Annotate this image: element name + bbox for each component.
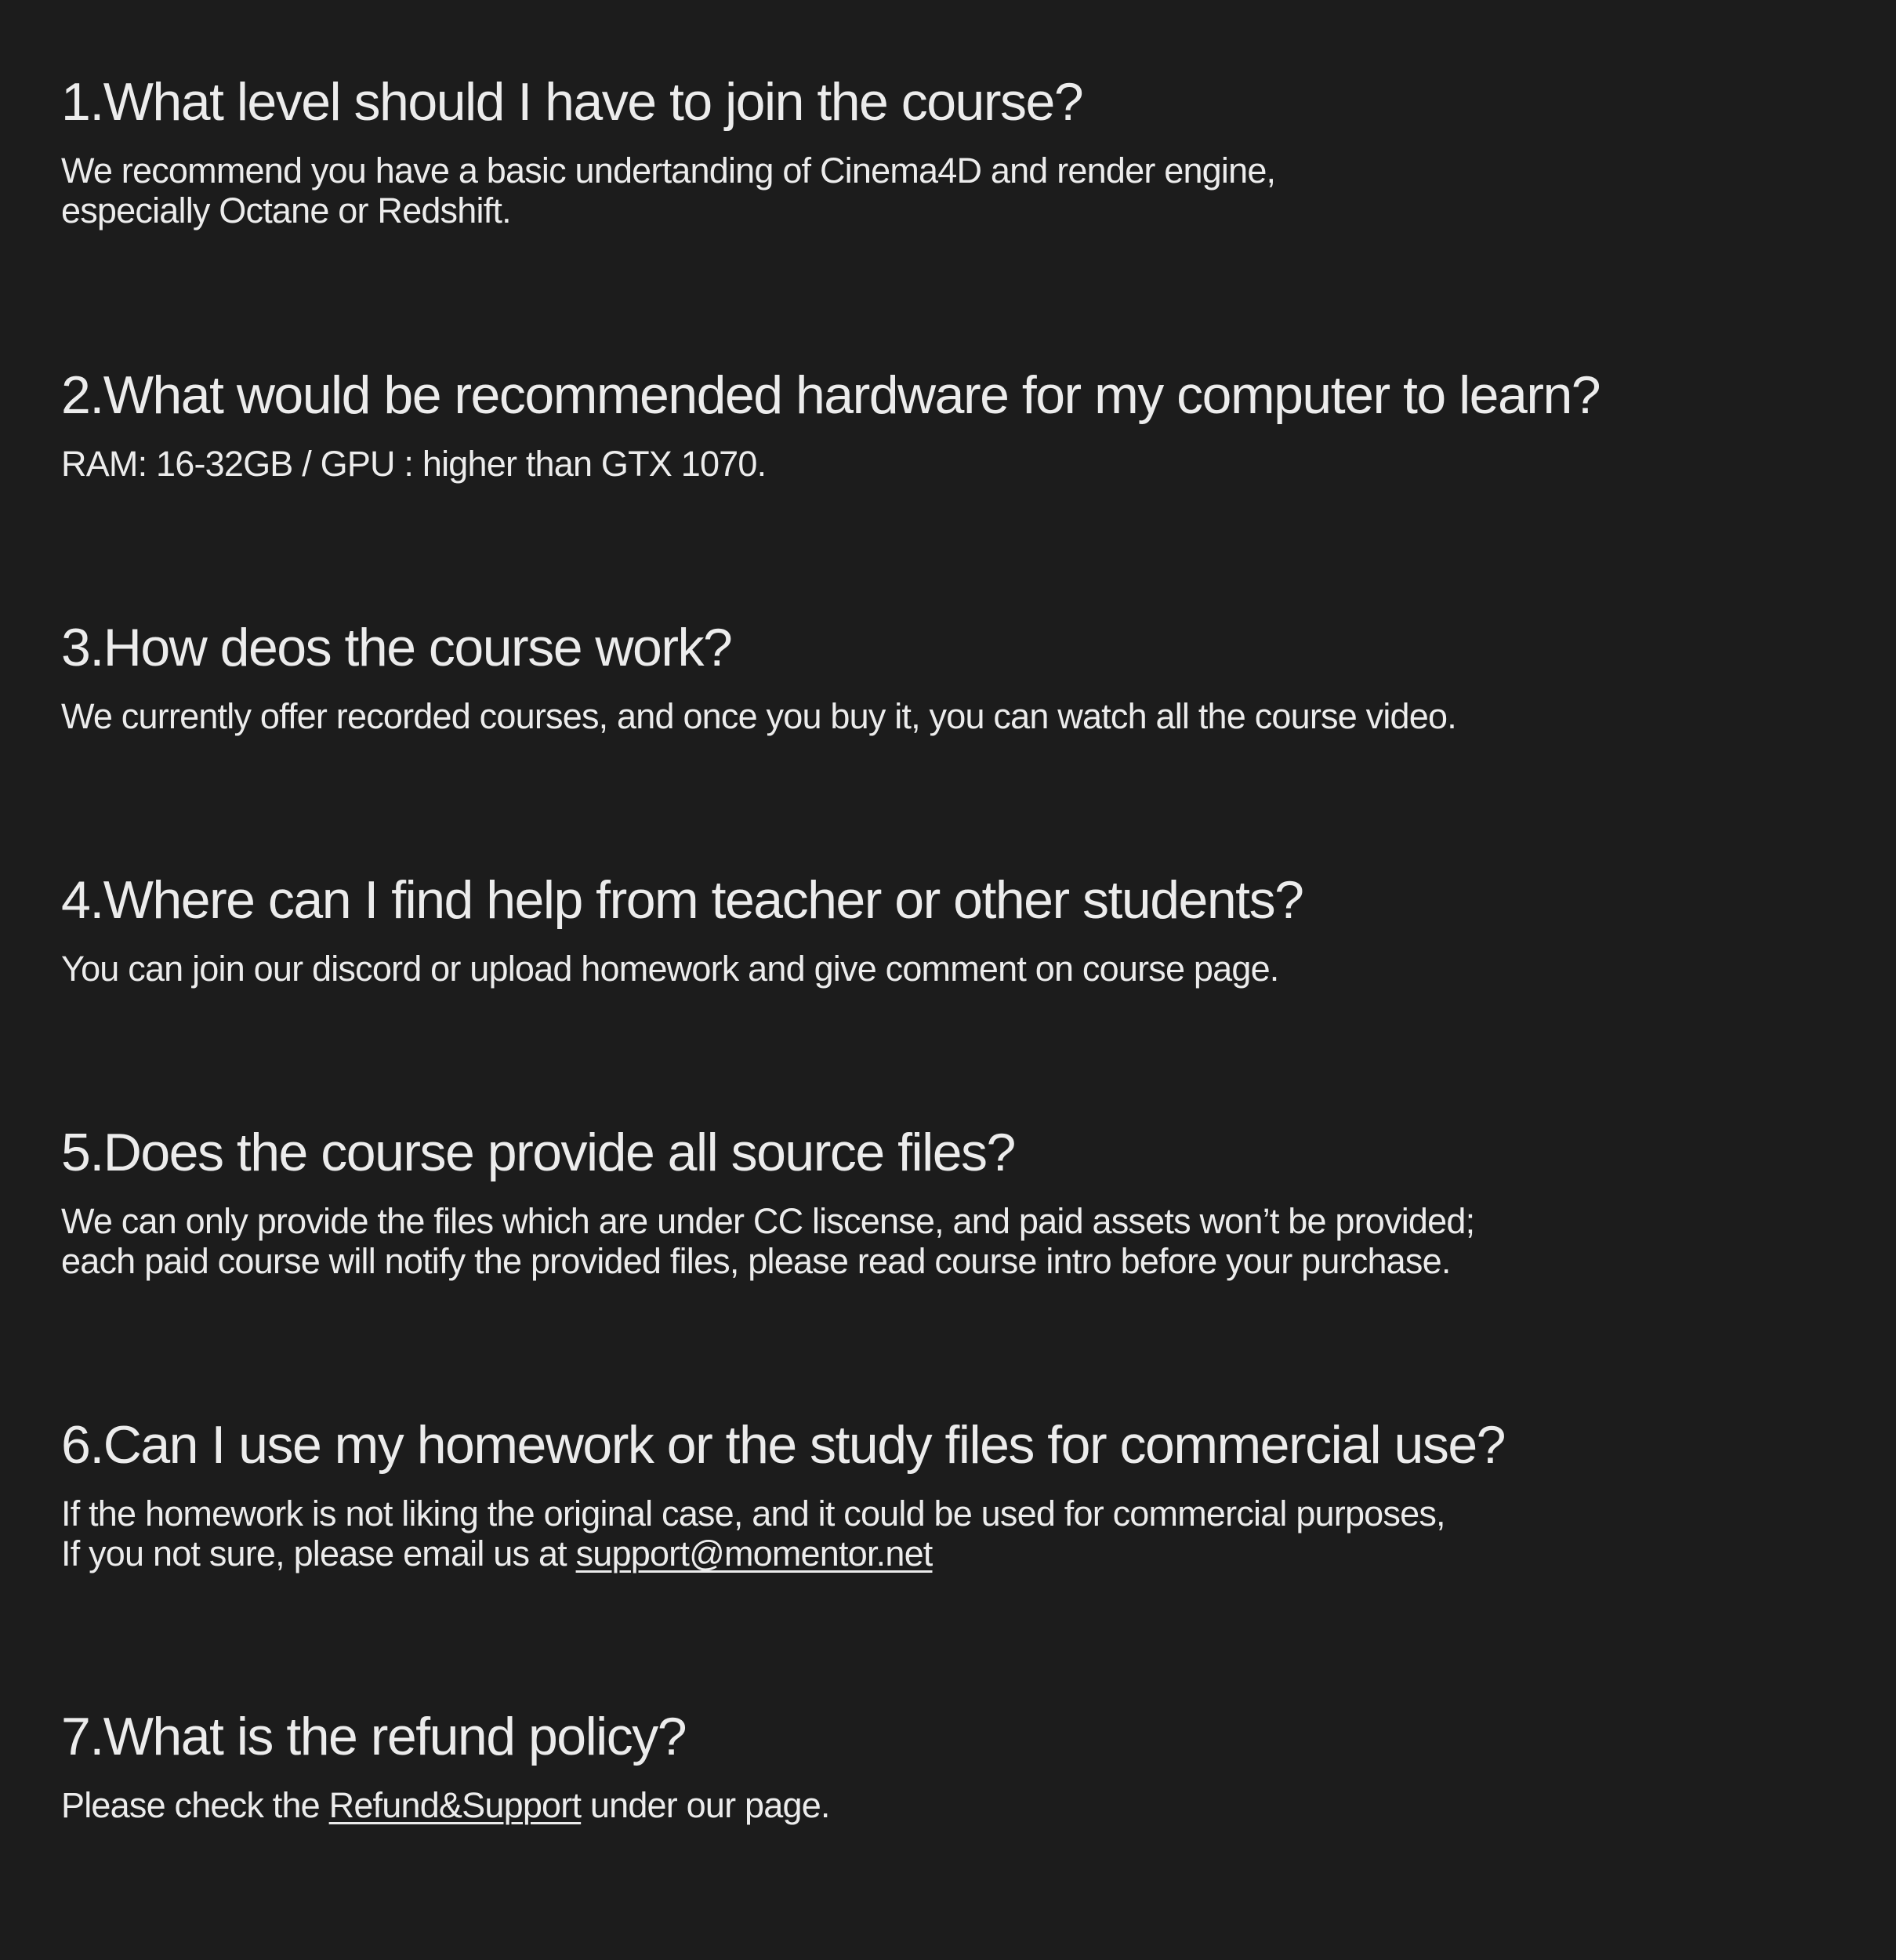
faq-item-7 — [61, 1705, 1848, 1825]
faq-answer-line: You can join our discord or upload homework and give comment on course page. — [61, 949, 1279, 989]
faq-question: 1.What level should I have to join the course? — [61, 72, 1083, 132]
faq-item-2 — [61, 364, 1848, 484]
refund-support-link[interactable]: Refund&Support — [328, 1785, 582, 1825]
faq-answer-line: especially Octane or Redshift. — [61, 191, 511, 230]
faq-item-4 — [61, 869, 1848, 989]
faq-answer-line: If the homework is not liking the original case, and it could be used for commercial purposes, — [61, 1494, 1445, 1534]
refund-suffix-text: under our page. — [581, 1785, 830, 1825]
refund-prefix-text: Please check the — [61, 1785, 329, 1825]
faq-answer — [61, 1201, 1848, 1281]
faq-answer — [61, 444, 1848, 484]
faq-item-6 — [61, 1414, 1848, 1573]
faq-answer-line: each paid course will notify the provided files, please read course intro before your purchase. — [61, 1241, 1451, 1281]
faq-answer-line: RAM: 16-32GB / GPU : higher than GTX 1070. — [61, 444, 767, 484]
faq-answer-line — [61, 1785, 1848, 1825]
faq-answer — [61, 1785, 1848, 1825]
faq-question: 7.What is the refund policy? — [61, 1707, 687, 1766]
faq-answer — [61, 151, 1848, 230]
support-email-link[interactable]: support@momentor.net — [575, 1534, 933, 1573]
faq-answer-line: We recommend you have a basic undertanding of Cinema4D and render engine, — [61, 151, 1276, 191]
faq-item-1 — [61, 71, 1848, 230]
email-prompt-text: If you not sure, please email us at — [61, 1534, 576, 1573]
faq-answer-line: We can only provide the files which are under CC liscense, and paid assets won’t be provided; — [61, 1201, 1475, 1241]
faq-answer-line: We currently offer recorded courses, and once you buy it, you can watch all the course video. — [61, 696, 1456, 736]
faq-answer — [61, 949, 1848, 989]
faq-question: 6.Can I use my homework or the study files for commercial use? — [61, 1415, 1505, 1475]
faq-item-5 — [61, 1121, 1848, 1281]
faq-answer — [61, 1494, 1848, 1573]
faq-answer-line — [61, 1534, 1848, 1573]
faq-question: 2.What would be recommended hardware for my computer to learn? — [61, 365, 1601, 425]
faq-question: 4.Where can I find help from teacher or other students? — [61, 870, 1303, 930]
faq-question: 5.Does the course provide all source files? — [61, 1123, 1015, 1182]
faq-item-3 — [61, 616, 1848, 736]
faq-answer — [61, 696, 1848, 736]
faq-question: 3.How deos the course work? — [61, 618, 732, 677]
